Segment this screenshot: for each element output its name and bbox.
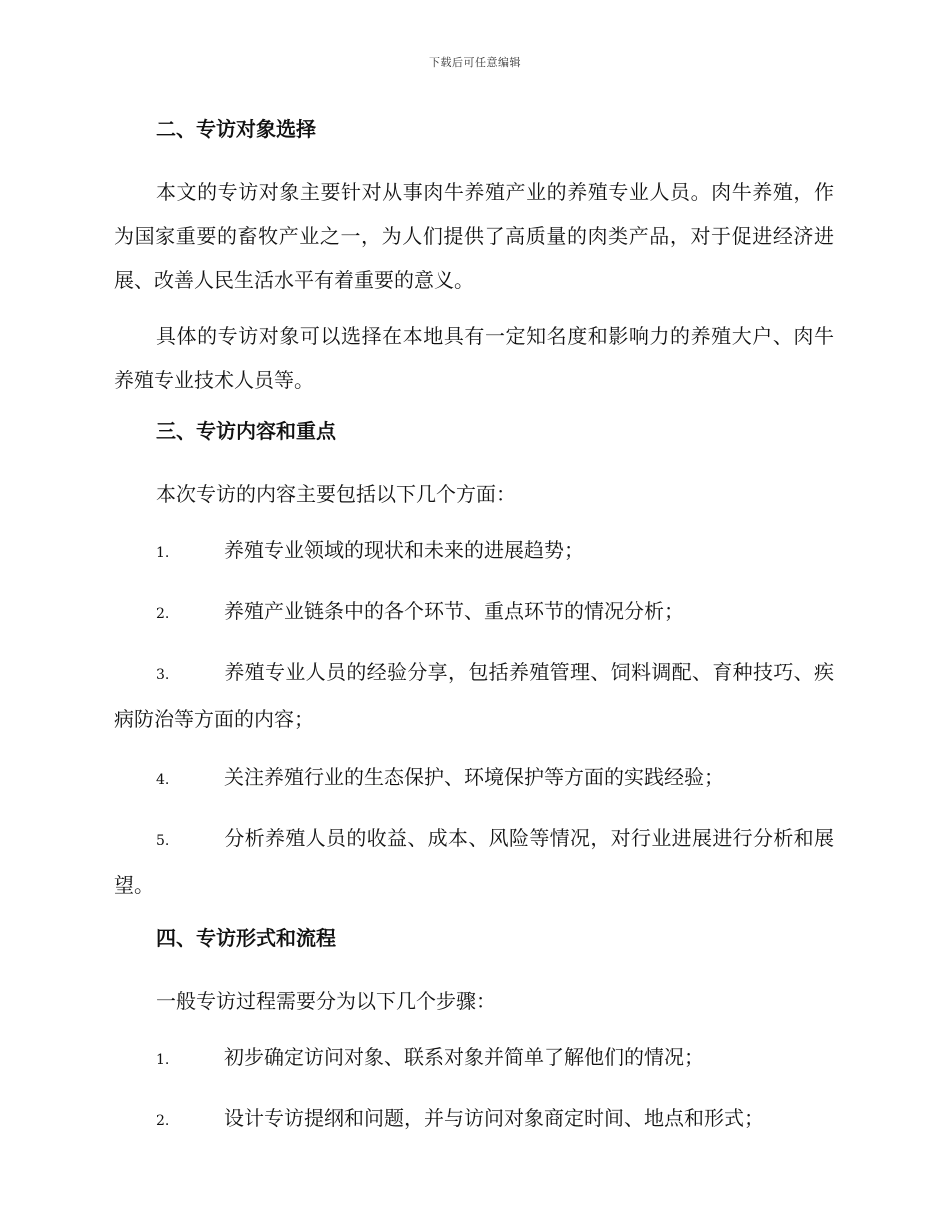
section-heading-3: 三、专访内容和重点	[156, 419, 336, 443]
list-item-number: 1.	[156, 545, 170, 561]
list-item-text: 关注养殖行业的生态保护、环境保护等方面的实践经验；	[224, 765, 724, 789]
paragraph: 本次专访的内容主要包括以下几个方面：	[156, 482, 516, 506]
list-item-number: 3.	[156, 667, 170, 683]
list-item-text: 设计专访提纲和问题，并与访问对象商定时间、地点和形式；	[224, 1106, 764, 1130]
list-item-text: 分析养殖人员的收益、成本、风险等情况，对行业进展进行分析和展望。	[114, 826, 834, 897]
list-item	[114, 755, 834, 802]
list-item	[114, 1096, 834, 1143]
page-header: 下载后可任意编辑	[429, 56, 521, 69]
section-heading-2: 二、专访对象选择	[156, 117, 316, 141]
list-item-number: 2.	[156, 606, 170, 622]
list-item-text: 养殖专业人员的经验分享，包括养殖管理、饲料调配、育种技巧、疾病防治等方面的内容；	[114, 660, 834, 731]
list-item-text: 初步确定访问对象、联系对象并简单了解他们的情况；	[224, 1045, 704, 1069]
paragraph: 本文的专访对象主要针对从事肉牛养殖产业的养殖专业人员。肉牛养殖，作为国家重要的畜牧产业之一，为人们提供了高质量的肉类产品，对于促进经济进展、改善人民生活水平有着重要的意义。	[114, 180, 834, 292]
section-heading-4: 四、专访形式和流程	[156, 926, 336, 950]
list-item-number: 2.	[156, 1113, 170, 1129]
list-item	[114, 816, 834, 907]
list-item-number: 1.	[156, 1052, 170, 1068]
list-item	[114, 589, 834, 636]
list-item	[114, 528, 834, 575]
paragraph: 一般专访过程需要分为以下几个步骤：	[156, 989, 496, 1013]
list-item	[114, 650, 834, 741]
list-item-text: 养殖专业领域的现状和未来的进展趋势；	[224, 538, 584, 562]
list-item	[114, 1035, 834, 1082]
list-item-text: 养殖产业链条中的各个环节、重点环节的情况分析；	[224, 599, 684, 623]
list-item-number: 5.	[156, 833, 170, 849]
paragraph: 具体的专访对象可以选择在本地具有一定知名度和影响力的养殖大户、肉牛养殖专业技术人员等。	[114, 324, 834, 392]
document-body	[114, 112, 834, 1157]
list-item-number: 4.	[156, 772, 170, 788]
